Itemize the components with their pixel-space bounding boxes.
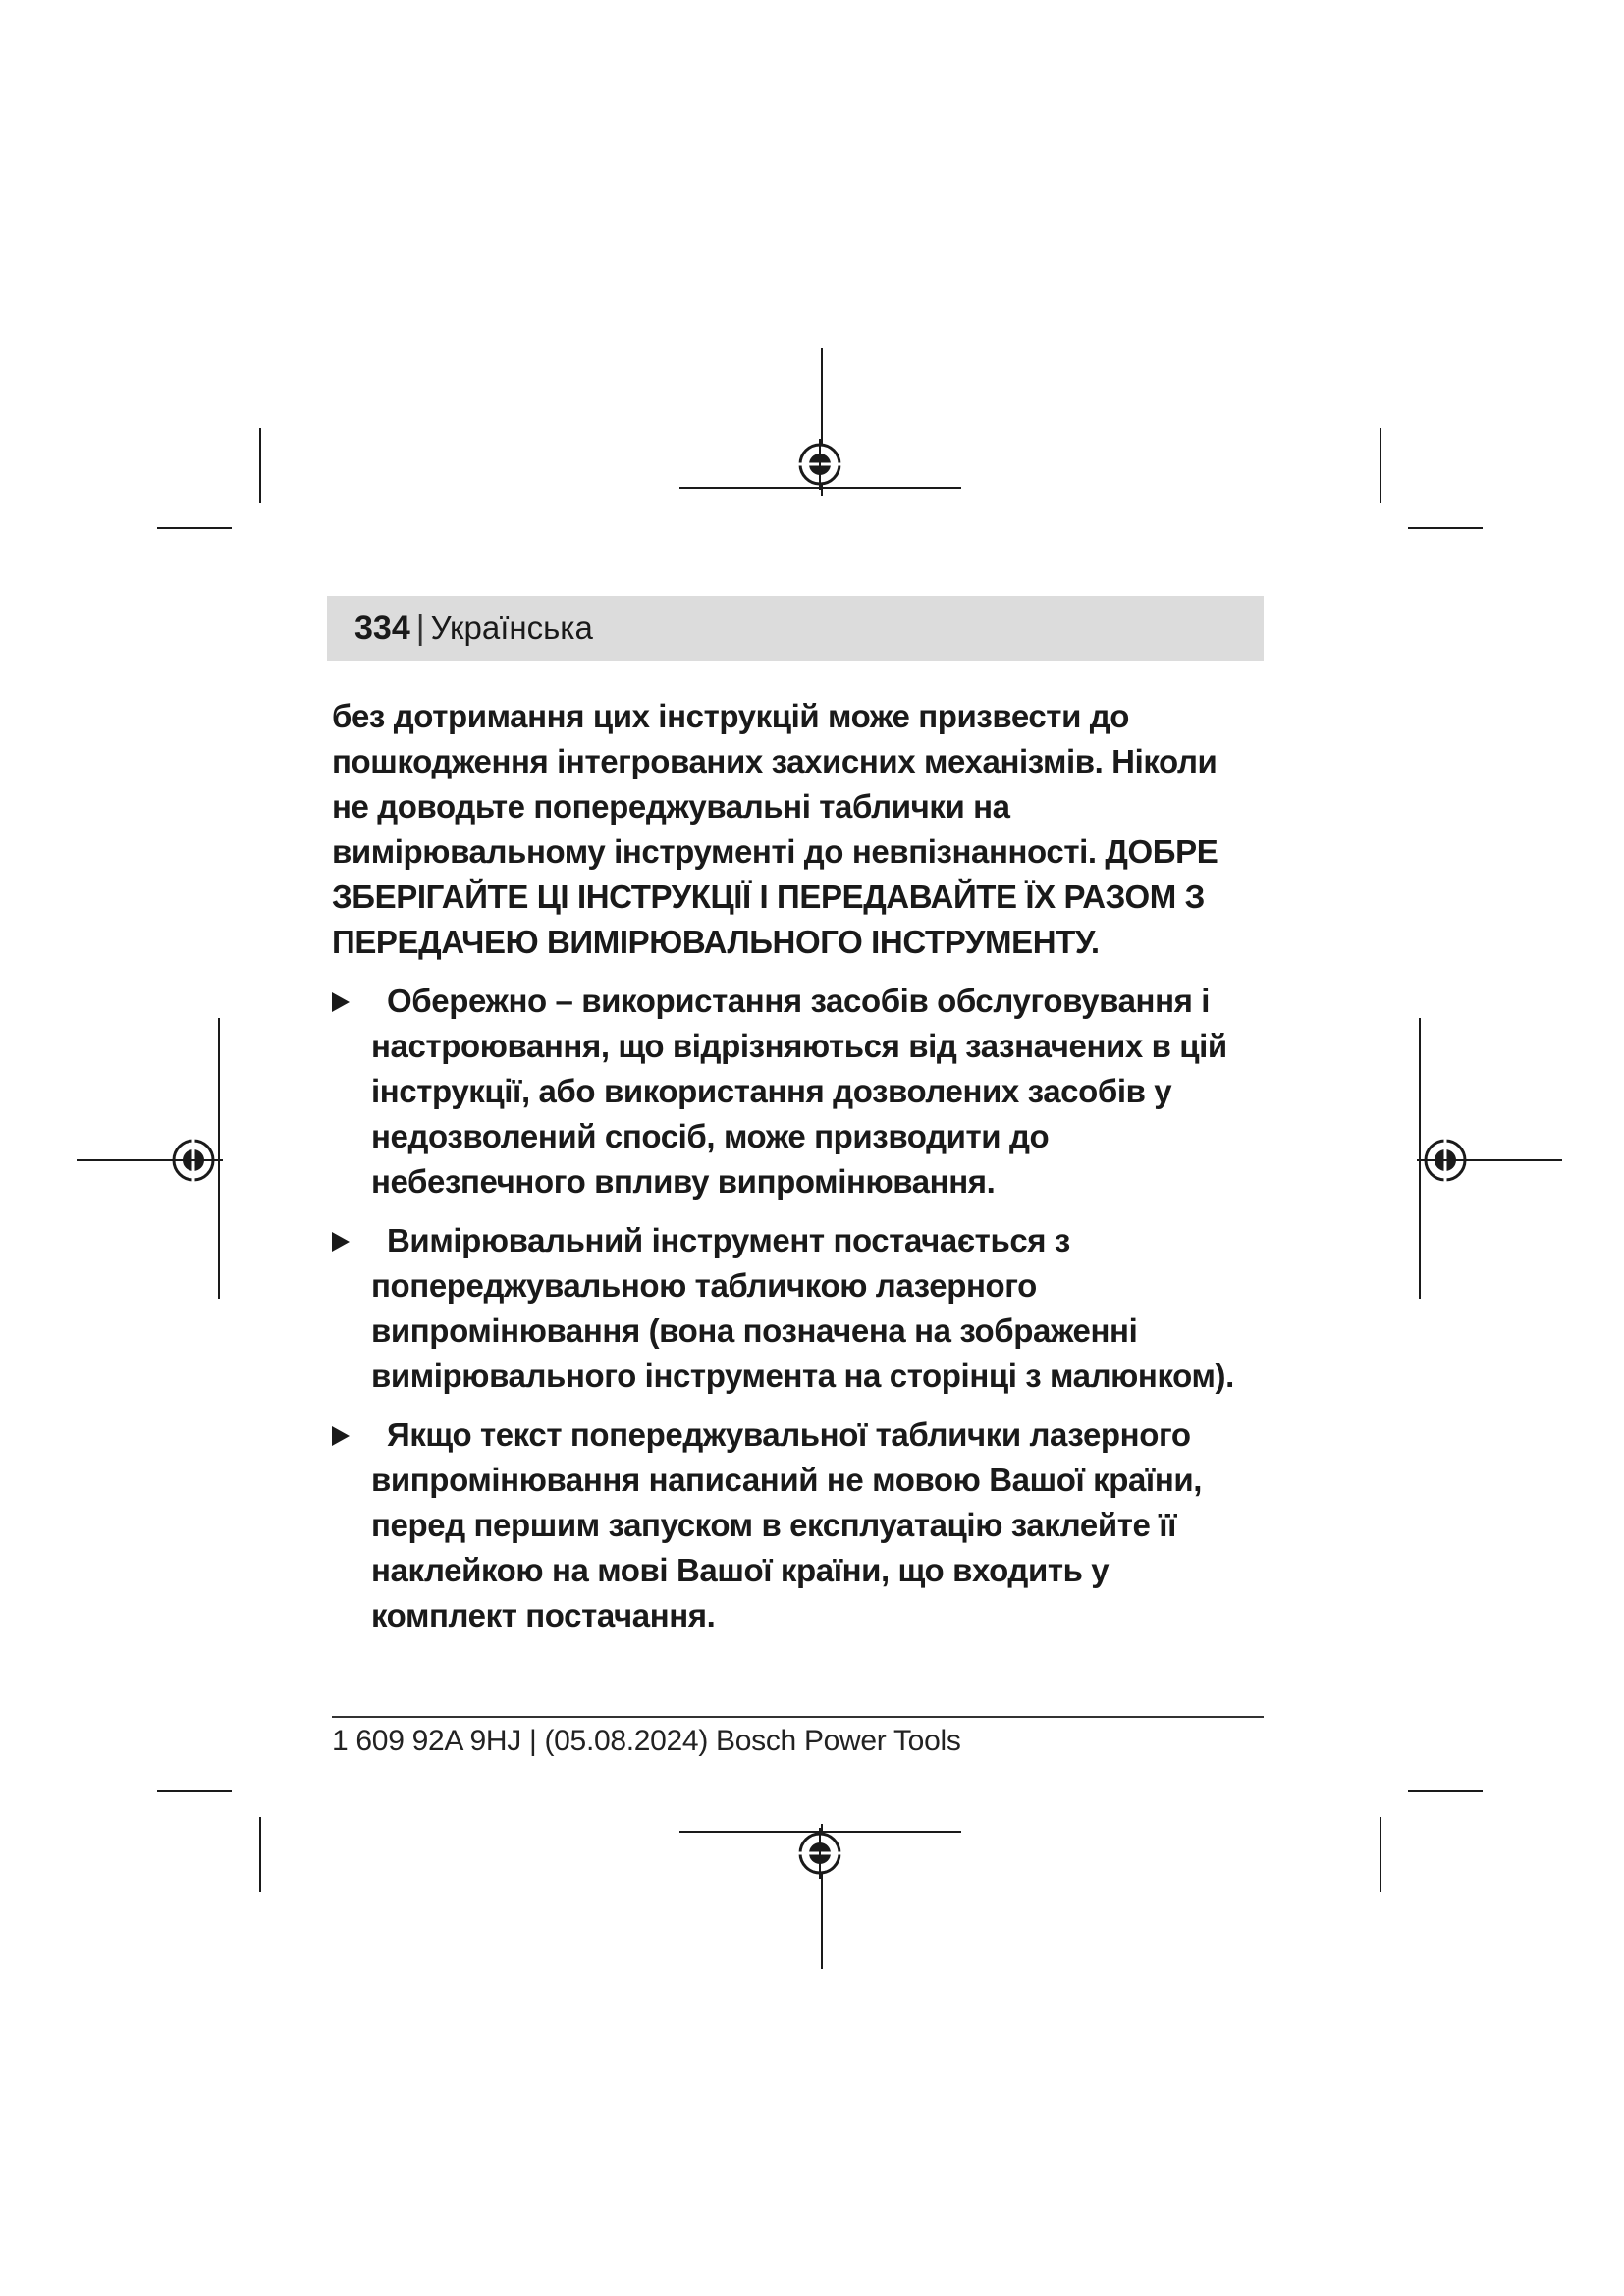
text-line: випромінювання написаний не мовою Вашої країни, [371, 1462, 1203, 1498]
list-item [332, 1218, 1255, 1399]
page-number: 334 [354, 609, 410, 647]
text-line: настроювання, що відрізняються від зазначених в цій [371, 1028, 1227, 1064]
registration-target-icon [794, 439, 845, 490]
text-line: вимірювальному інструменті до невпізнанності. ДОБРЕ [332, 833, 1218, 870]
text-line: Якщо текст попереджувальної таблички лазерного [387, 1416, 1191, 1453]
list-item [332, 1413, 1255, 1638]
bullet-triangle-icon [332, 1426, 350, 1446]
language-label: Українська [430, 610, 593, 646]
main-content [332, 694, 1255, 1652]
text-line: випромінювання (вона позначена на зображенні [371, 1312, 1138, 1349]
text-line: Обережно – використання засобів обслуговування і [387, 983, 1210, 1019]
text-line: без дотримання цих інструкцій може призвести до [332, 698, 1130, 734]
text-line: ПЕРЕДАЧЕЮ ВИМІРЮВАЛЬНОГО ІНСТРУМЕНТУ. [332, 924, 1100, 960]
list-item [332, 979, 1255, 1204]
bullet-triangle-icon [332, 992, 350, 1012]
page-footer: 1 609 92A 9HJ | (05.08.2024) Bosch Power Tools [332, 1725, 961, 1757]
text-line: ЗБЕРІГАЙТЕ ЦІ ІНСТРУКЦІЇ І ПЕРЕДАВАЙТЕ ЇХ РАЗОМ З [332, 879, 1205, 915]
registration-target-icon [1420, 1135, 1471, 1186]
text-line: перед першим запуском в експлуатацію заклейте її [371, 1507, 1176, 1543]
safety-bullet-list [332, 979, 1255, 1638]
text-line: Вимірювальний інструмент постачається з [387, 1222, 1070, 1258]
text-line: не доводьте попереджувальні таблички на [332, 788, 1010, 825]
intro-paragraph [332, 694, 1255, 965]
text-line: інструкції, або використання дозволених засобів у [371, 1073, 1172, 1109]
text-line: вимірювального інструмента на сторінці з малюнком). [371, 1358, 1234, 1394]
footer-divider [332, 1716, 1264, 1718]
text-line: небезпечного впливу випромінювання. [371, 1163, 996, 1200]
page-header [327, 596, 1264, 661]
header-separator: | [415, 609, 425, 647]
text-line: пошкодження інтегрованих захисних механізмів. Ніколи [332, 743, 1218, 779]
text-line: комплект постачання. [371, 1597, 716, 1633]
text-line: попереджувальною табличкою лазерного [371, 1267, 1037, 1304]
text-line: наклейкою на мові Вашої країни, що входить у [371, 1552, 1110, 1588]
registration-target-icon [168, 1135, 219, 1186]
bullet-triangle-icon [332, 1232, 350, 1252]
registration-target-icon [794, 1828, 845, 1879]
text-line: недозволений спосіб, може призводити до [371, 1118, 1050, 1154]
